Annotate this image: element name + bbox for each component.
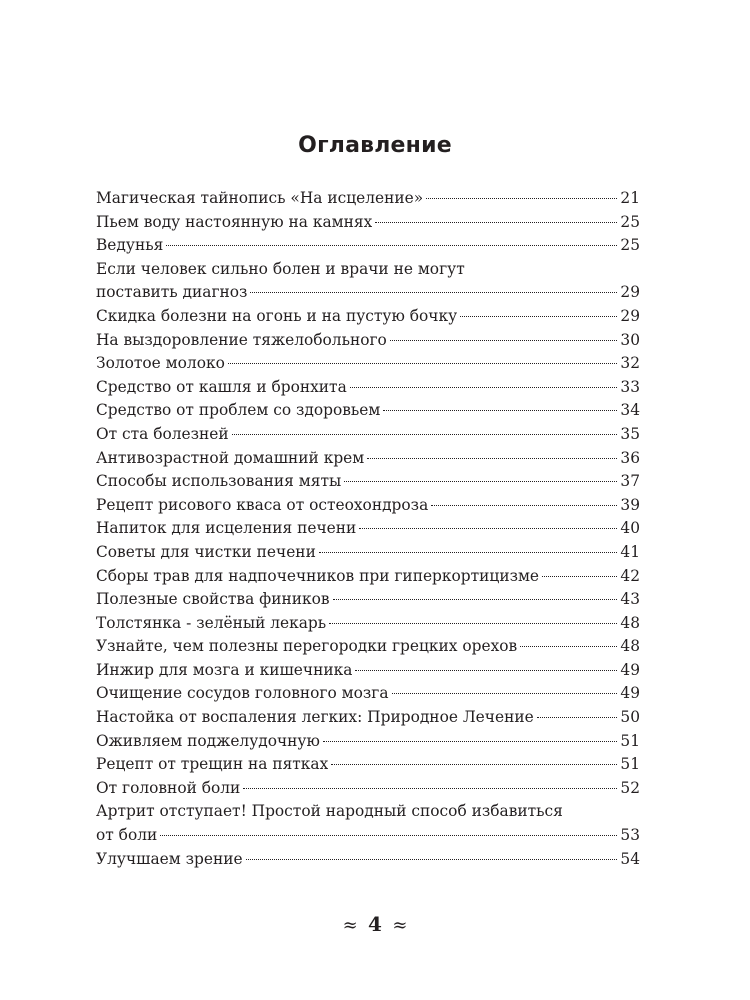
toc-entry-title: Способы использования мяты [96, 472, 342, 491]
toc-entry-title: Очищение сосудов головного мозга [96, 684, 389, 703]
toc-entry-last-line [96, 588, 640, 612]
toc-entry-last-line [96, 399, 640, 423]
toc-entry[interactable] [96, 399, 640, 423]
toc-entry[interactable] [96, 541, 640, 565]
toc-entry[interactable] [96, 211, 640, 235]
toc-entry[interactable] [96, 352, 640, 376]
toc-entry-last-line [96, 211, 640, 235]
toc-entry[interactable] [96, 470, 640, 494]
toc-entry-last-line [96, 281, 640, 305]
toc-entry-page-number: 53 [620, 826, 640, 845]
toc-entry-last-line [96, 470, 640, 494]
toc-entry-page-number: 37 [620, 472, 640, 491]
toc-entry-title: Если человек сильно болен и врачи не могут [96, 259, 465, 278]
dot-leader [537, 717, 617, 718]
toc-entry-page-number: 41 [620, 542, 640, 561]
toc-entry-page-number: 49 [620, 660, 640, 679]
toc-entry-page-number: 29 [620, 283, 640, 302]
dot-leader [383, 410, 617, 411]
toc-entry[interactable] [96, 730, 640, 754]
toc-entry-line [96, 258, 640, 282]
toc-entry-last-line [96, 706, 640, 730]
toc-entry[interactable] [96, 447, 640, 471]
toc-entry-last-line [96, 565, 640, 589]
toc-entry-page-number: 52 [620, 778, 640, 797]
toc-entry-line [96, 800, 640, 824]
dot-leader [323, 741, 617, 742]
toc-entry-title: Полезные свойства фиников [96, 590, 330, 609]
toc-entry-page-number: 51 [620, 731, 640, 750]
toc-entry[interactable] [96, 565, 640, 589]
dot-leader [355, 670, 617, 671]
dot-leader [250, 292, 617, 293]
dot-leader [350, 387, 617, 388]
toc-entry[interactable] [96, 612, 640, 636]
toc-entry[interactable] [96, 423, 640, 447]
toc-entry-title: Напиток для исцеления печени [96, 519, 357, 538]
toc-entry-last-line [96, 682, 640, 706]
toc-entry-page-number: 42 [620, 566, 640, 585]
toc-entry[interactable] [96, 329, 640, 353]
toc-entry[interactable] [96, 753, 640, 777]
toc-entry-last-line [96, 376, 640, 400]
toc-entry-page-number: 43 [620, 590, 640, 609]
toc-entry-page-number: 50 [620, 708, 640, 727]
toc-entry[interactable] [96, 258, 640, 305]
toc-entry-page-number: 33 [620, 377, 640, 396]
toc-entry[interactable] [96, 588, 640, 612]
dot-leader [367, 458, 617, 459]
toc-entry-title: Оживляем поджелудочную [96, 731, 320, 750]
toc-entry[interactable] [96, 234, 640, 258]
toc-entry-last-line [96, 329, 640, 353]
dot-leader [431, 505, 617, 506]
toc-entry-title: Артрит отступает! Простой народный способ избавиться [96, 802, 563, 821]
toc-entry-last-line [96, 730, 640, 754]
toc-entry-last-line [96, 848, 640, 872]
dot-leader [232, 434, 617, 435]
dot-leader [460, 316, 617, 317]
toc-entry-page-number: 36 [620, 448, 640, 467]
toc-entry-title: Настойка от воспаления легких: Природное Лечение [96, 708, 534, 727]
toc-entry-title: Толстянка - зелёный лекарь [96, 613, 327, 632]
dot-leader [390, 340, 617, 341]
dot-leader [375, 222, 617, 223]
toc-entry-last-line [96, 494, 640, 518]
toc-entry-last-line [96, 305, 640, 329]
toc-entry-title: От ста болезней [96, 424, 229, 443]
page-number-decoration-right: ≈ [392, 915, 408, 936]
toc-entry-title: Ведунья [96, 236, 164, 255]
dot-leader [329, 623, 617, 624]
toc-entry-page-number: 34 [620, 401, 640, 420]
page-number-decoration-left: ≈ [342, 915, 358, 936]
table-of-contents [96, 187, 640, 871]
toc-entry-title: Золотое молоко [96, 354, 225, 373]
toc-entry[interactable] [96, 376, 640, 400]
page-number-footer [0, 912, 750, 936]
toc-entry-title: Антивозрастной домашний крем [96, 448, 365, 467]
toc-entry-page-number: 49 [620, 684, 640, 703]
toc-entry-page-number: 35 [620, 424, 640, 443]
toc-entry-last-line [96, 659, 640, 683]
toc-entry[interactable] [96, 187, 640, 211]
dot-leader [160, 835, 617, 836]
toc-entry-title: Пьем воду настоянную на камнях [96, 212, 373, 231]
dot-leader [520, 646, 617, 647]
toc-entry-page-number: 48 [620, 637, 640, 656]
toc-entry-title: Скидка болезни на огонь и на пустую бочку [96, 306, 458, 325]
toc-entry-last-line [96, 541, 640, 565]
toc-entry-page-number: 40 [620, 519, 640, 538]
toc-entry-title: Сборы трав для надпочечников при гиперкортицизме [96, 566, 540, 585]
toc-entry-title: Улучшаем зрение [96, 849, 243, 868]
toc-entry-title: Инжир для мозга и кишечника [96, 660, 353, 679]
dot-leader [392, 693, 618, 694]
dot-leader [228, 363, 617, 364]
toc-entry-page-number: 32 [620, 354, 640, 373]
dot-leader [344, 481, 617, 482]
toc-entry-last-line [96, 234, 640, 258]
toc-entry-title: Магическая тайнопись «На исцеление» [96, 189, 424, 207]
toc-entry-title: Узнайте, чем полезны перегородки грецких орехов [96, 637, 518, 656]
toc-entry-page-number: 25 [620, 236, 640, 255]
toc-entry[interactable] [96, 682, 640, 706]
toc-entry-last-line [96, 352, 640, 376]
dot-leader [426, 198, 617, 199]
toc-entry-page-number: 54 [620, 849, 640, 868]
toc-entry[interactable] [96, 848, 640, 872]
page-title: Оглавление [298, 132, 452, 158]
toc-entry[interactable] [96, 706, 640, 730]
dot-leader [319, 552, 617, 553]
toc-entry-last-line [96, 517, 640, 541]
toc-entry-title: от боли [96, 826, 158, 845]
toc-entry-title: Средство от кашля и бронхита [96, 377, 347, 396]
toc-entry-title: На выздоровление тяжелобольного [96, 330, 387, 349]
toc-entry[interactable] [96, 635, 640, 659]
toc-entry-last-line [96, 612, 640, 636]
toc-entry-title: поставить диагноз [96, 283, 248, 302]
toc-entry-last-line [96, 753, 640, 777]
toc-entry-page-number: 39 [620, 495, 640, 514]
toc-entry[interactable] [96, 305, 640, 329]
dot-leader [542, 576, 617, 577]
dot-leader [166, 245, 617, 246]
toc-entry-last-line [96, 635, 640, 659]
toc-entry-page-number: 21 [620, 189, 640, 207]
toc-entry-title: Рецепт рисового кваса от остеохондроза [96, 495, 429, 514]
dot-leader [359, 528, 617, 529]
dot-leader [331, 764, 617, 765]
dot-leader [246, 859, 617, 860]
toc-entry[interactable] [96, 494, 640, 518]
toc-entry-page-number: 48 [620, 613, 640, 632]
toc-entry-title: Советы для чистки печени [96, 542, 316, 561]
toc-entry[interactable] [96, 517, 640, 541]
toc-entry-last-line [96, 824, 640, 848]
toc-entry-page-number: 29 [620, 306, 640, 325]
toc-entry[interactable] [96, 800, 640, 847]
toc-entry-page-number: 25 [620, 212, 640, 231]
toc-entry-page-number: 51 [620, 755, 640, 774]
dot-leader [243, 788, 617, 789]
toc-entry-title: Рецепт от трещин на пятках [96, 755, 329, 774]
toc-entry-title: Средство от проблем со здоровьем [96, 401, 381, 420]
toc-entry-last-line [96, 447, 640, 471]
toc-entry-last-line [96, 777, 640, 801]
toc-entry[interactable] [96, 777, 640, 801]
toc-entry[interactable] [96, 659, 640, 683]
dot-leader [333, 599, 617, 600]
toc-entry-last-line [96, 187, 640, 211]
toc-entry-title: От головной боли [96, 778, 241, 797]
toc-entry-last-line [96, 423, 640, 447]
toc-entry-page-number: 30 [620, 330, 640, 349]
page-number: 4 [368, 912, 382, 936]
